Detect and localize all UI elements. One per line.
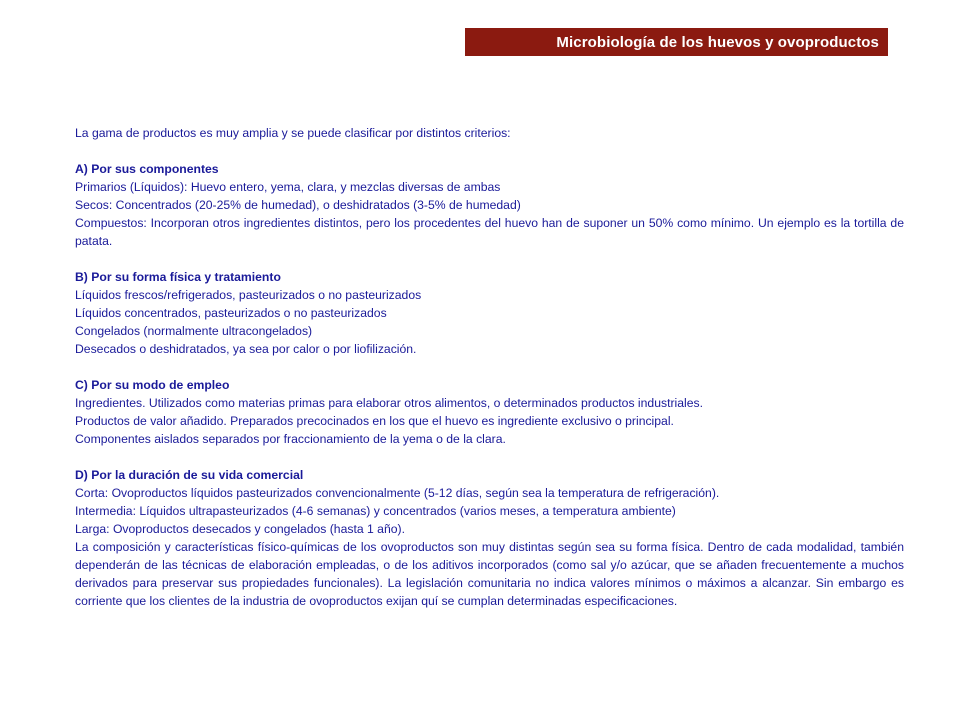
section-components xyxy=(75,160,904,250)
intro-text: La gama de productos es muy amplia y se puede clasificar por distintos criterios: xyxy=(75,126,511,140)
section-physical-form xyxy=(75,268,904,358)
section-line: Compuestos: Incorporan otros ingredientes distintos, pero los procedentes del huevo han de suponer un 50% como mínimo. Un ejemplo es la tortilla de patata. xyxy=(75,216,904,248)
section-heading: B) Por su forma física y tratamiento xyxy=(75,270,281,284)
section-line: Productos de valor añadido. Preparados precocinados en los que el huevo es ingrediente exclusivo o principal. xyxy=(75,414,674,428)
section-line: Congelados (normalmente ultracongelados) xyxy=(75,324,313,338)
section-line: Líquidos concentrados, pasteurizados o no pasteurizados xyxy=(75,306,387,320)
title-bar xyxy=(465,28,888,56)
section-paragraph: La composición y características físico-químicas de los ovoproductos son muy distintas según sea su forma física. Dentro de cada modalidad, también dependerán de las técnicas de elaboración empleadas, o de los aditivos incorporados (como sal y/o azúcar, que se añaden frecuentemente a muchos derivados para preservar sus propiedades funcionales). La legislación comunitaria no indica valores mínimos o máximos a alcanzar. Sin embargo es corriente que los clientes de la industria de ovoproductos exijan quí se cumplan determinadas especificaciones. xyxy=(75,540,904,608)
section-line: Ingredientes. Utilizados como materias primas para elaborar otros alimentos, o determinados productos industriales. xyxy=(75,396,703,410)
section-heading: A) Por sus componentes xyxy=(75,162,219,176)
page-title: Microbiología de los huevos y ovoproductos xyxy=(556,33,879,51)
section-line: Secos: Concentrados (20-25% de humedad), o deshidratados (3-5% de humedad) xyxy=(75,198,521,212)
section-line: Componentes aislados separados por fraccionamiento de la yema o de la clara. xyxy=(75,432,506,446)
section-usage-mode xyxy=(75,376,904,448)
section-line: Larga: Ovoproductos desecados y congelados (hasta 1 año). xyxy=(75,522,405,536)
section-line: Intermedia: Líquidos ultrapasteurizados (4-6 semanas) y concentrados (varios meses, a temperatura ambiente) xyxy=(75,504,676,518)
document-body xyxy=(75,124,904,610)
section-line: Corta: Ovoproductos líquidos pasteurizados convencionalmente (5-12 días, según sea la temperatura de refrigeración). xyxy=(75,486,720,500)
section-line: Líquidos frescos/refrigerados, pasteurizados o no pasteurizados xyxy=(75,288,422,302)
section-heading: C) Por su modo de empleo xyxy=(75,378,230,392)
section-heading: D) Por la duración de su vida comercial xyxy=(75,468,304,482)
section-shelf-life xyxy=(75,466,904,610)
section-line: Desecados o deshidratados, ya sea por calor o por liofilización. xyxy=(75,342,417,356)
section-line: Primarios (Líquidos): Huevo entero, yema, clara, y mezclas diversas de ambas xyxy=(75,180,501,194)
